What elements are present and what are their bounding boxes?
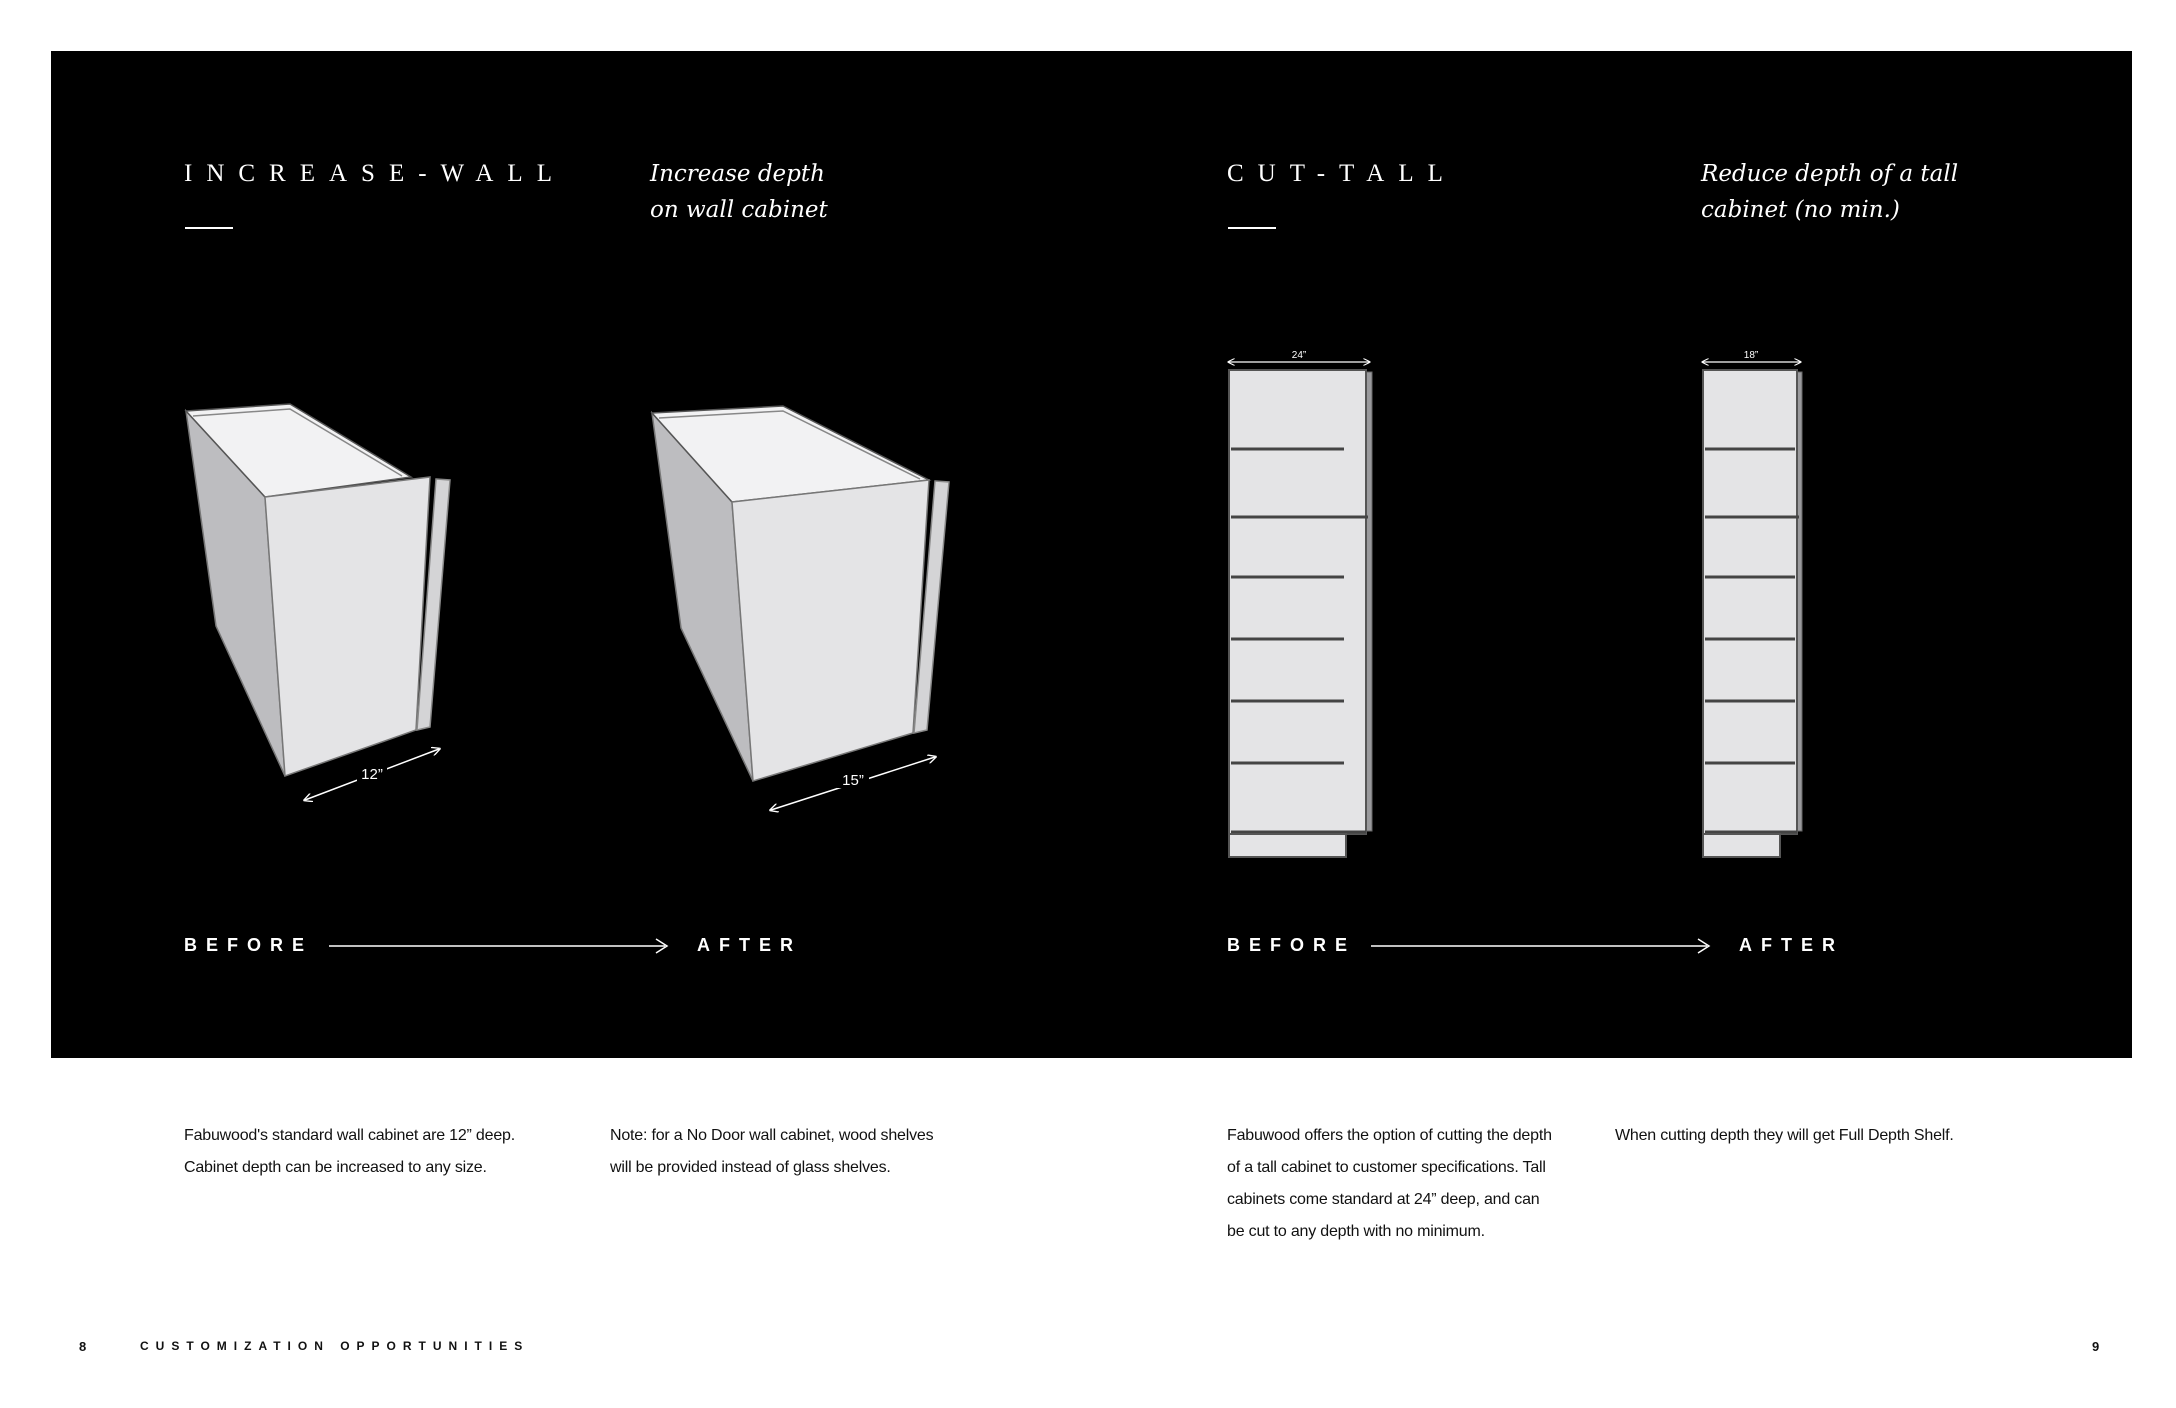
cut-tall-note: When cutting depth they will get Full Depth Shelf. (1615, 1127, 1954, 1144)
cut-tall-description: Fabuwood offers the option of cutting the depth of a tall cabinet to customer specifications. Tall cabinets come standard at 24” deep, and can be cut to any depth with no minimum. (1227, 1127, 1552, 1240)
right-progress-arrow (1371, 939, 1709, 953)
tall-cabinet-after-dimension: 18” (1743, 350, 1759, 361)
wall-cabinet-after-front (732, 480, 929, 781)
right-after-label: AFTER (1739, 935, 1844, 955)
right-page-number: 9 (2092, 1339, 2100, 1354)
left-after-label: AFTER (697, 935, 802, 955)
wall-cabinet-before-dimension: 12” (361, 766, 383, 783)
cut-tall-title: CUT-TALL (1227, 160, 1457, 187)
left-page-number: 8 (79, 1339, 87, 1354)
increase-wall-note: Note: for a No Door wall cabinet, wood shelves will be provided instead of glass shelves. (610, 1127, 934, 1176)
wall-cabinet-before (186, 404, 450, 800)
wall-cabinet-after (652, 406, 949, 810)
left-progress-arrow (329, 939, 667, 953)
tall-cabinet-before-dimension: 24” (1291, 350, 1307, 361)
tall-cabinet-before (1229, 350, 1372, 857)
wall-cabinet-after-dimension: 15” (842, 772, 864, 789)
left-before-label: BEFORE (184, 935, 314, 955)
increase-wall-title: INCREASE-WALL (184, 160, 566, 187)
footer-section-title: CUSTOMIZATION OPPORTUNITIES (140, 1339, 530, 1353)
tall-cabinet-after (1703, 350, 1802, 857)
cut-tall-subtitle: Reduce depth of a tall cabinet (no min.) (1701, 161, 1959, 223)
right-before-label: BEFORE (1227, 935, 1357, 955)
increase-wall-description: Fabuwood's standard wall cabinet are 12” deep. Cabinet depth can be increased to any size. (184, 1127, 515, 1176)
increase-wall-subtitle: Increase depth on wall cabinet (650, 161, 828, 223)
wall-cabinet-before-front (265, 477, 430, 776)
